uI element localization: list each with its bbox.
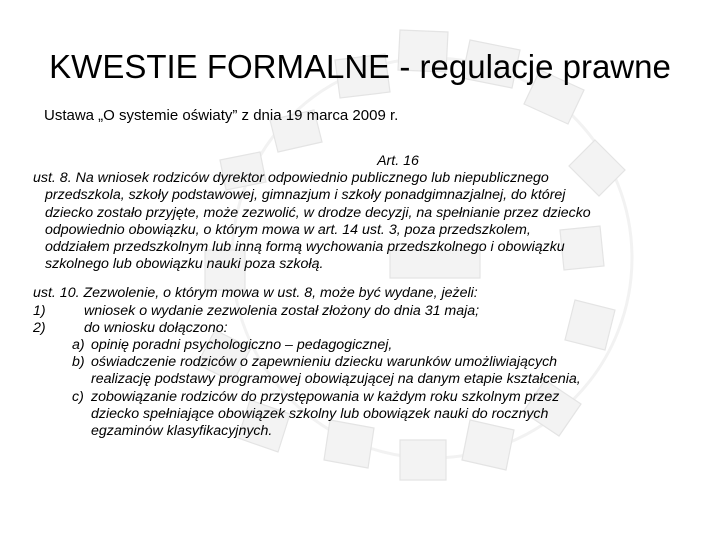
item-text: wniosek o wydanie zezwolenia został złożony do dnia 31 maja; xyxy=(84,302,480,319)
item-letter: b) xyxy=(72,354,85,371)
paragraph-8-line: oddziałem przedszkolnym lub inną formą wychowania przedszkolnego i obowiązku xyxy=(45,239,565,256)
item-text: opinię poradni psychologiczno – pedagogicznej, xyxy=(91,337,393,354)
item-text-continuation: realizację podstawy programowej obowiązującej na danym etapie kształcenia, xyxy=(91,371,581,388)
item-number: 1) xyxy=(33,302,46,319)
item-text-continuation: egzaminów klasyfikacyjnych. xyxy=(91,423,273,440)
paragraph-10 xyxy=(33,285,713,440)
legal-text xyxy=(33,153,713,440)
paragraph-8-line: przedszkola, szkoły podstawowej, gimnazjum i szkoły ponadgimnazjalnej, do której xyxy=(45,187,566,204)
item-text: do wniosku dołączono: xyxy=(84,319,228,336)
item-number: 2) xyxy=(33,319,46,336)
paragraph-8-line: szkolnego lub obowiązku nauki poza szkołą. xyxy=(45,256,324,273)
lettered-item xyxy=(33,389,713,406)
paragraph-8-first-line: ust. 8. Na wniosek rodziców dyrektor odpowiednio publicznego lub niepublicznego xyxy=(33,170,549,187)
item-text: oświadczenie rodziców o zapewnieniu dziecku warunków umożliwiających xyxy=(91,354,558,371)
paragraph-8 xyxy=(33,170,713,273)
slide-title: KWESTIE FORMALNE - regulacje prawne xyxy=(49,48,671,85)
paragraph-8-line: odpowiednio obowiązku, o którym mowa w art. 14 ust. 3, poza przedszkolem, xyxy=(45,221,531,238)
lettered-item xyxy=(33,354,713,371)
item-text-continuation: dziecko spełniające obowiązek szkolny lub obowiązek nauki do rocznych xyxy=(91,405,549,422)
spacer xyxy=(33,273,713,285)
item-text: zobowiązanie rodziców do przystępowania w każdym roku szkolnym przez xyxy=(91,388,560,405)
lettered-item xyxy=(33,337,713,354)
item-letter: a) xyxy=(72,337,85,354)
numbered-item xyxy=(33,320,713,337)
law-reference: Ustawa „O systemie oświaty” z dnia 19 marca 2009 r. xyxy=(44,107,399,124)
item-letter: c) xyxy=(72,388,84,405)
numbered-item xyxy=(33,303,713,320)
paragraph-8-line: dziecko zostało przyjęte, może zezwolić, w drodze decyzji, na spełnianie przez dziecko xyxy=(45,204,591,221)
article-heading: Art. 16 xyxy=(377,153,419,169)
paragraph-10-intro: ust. 10. Zezwolenie, o którym mowa w ust. 8, może być wydane, jeżeli: xyxy=(33,285,478,302)
